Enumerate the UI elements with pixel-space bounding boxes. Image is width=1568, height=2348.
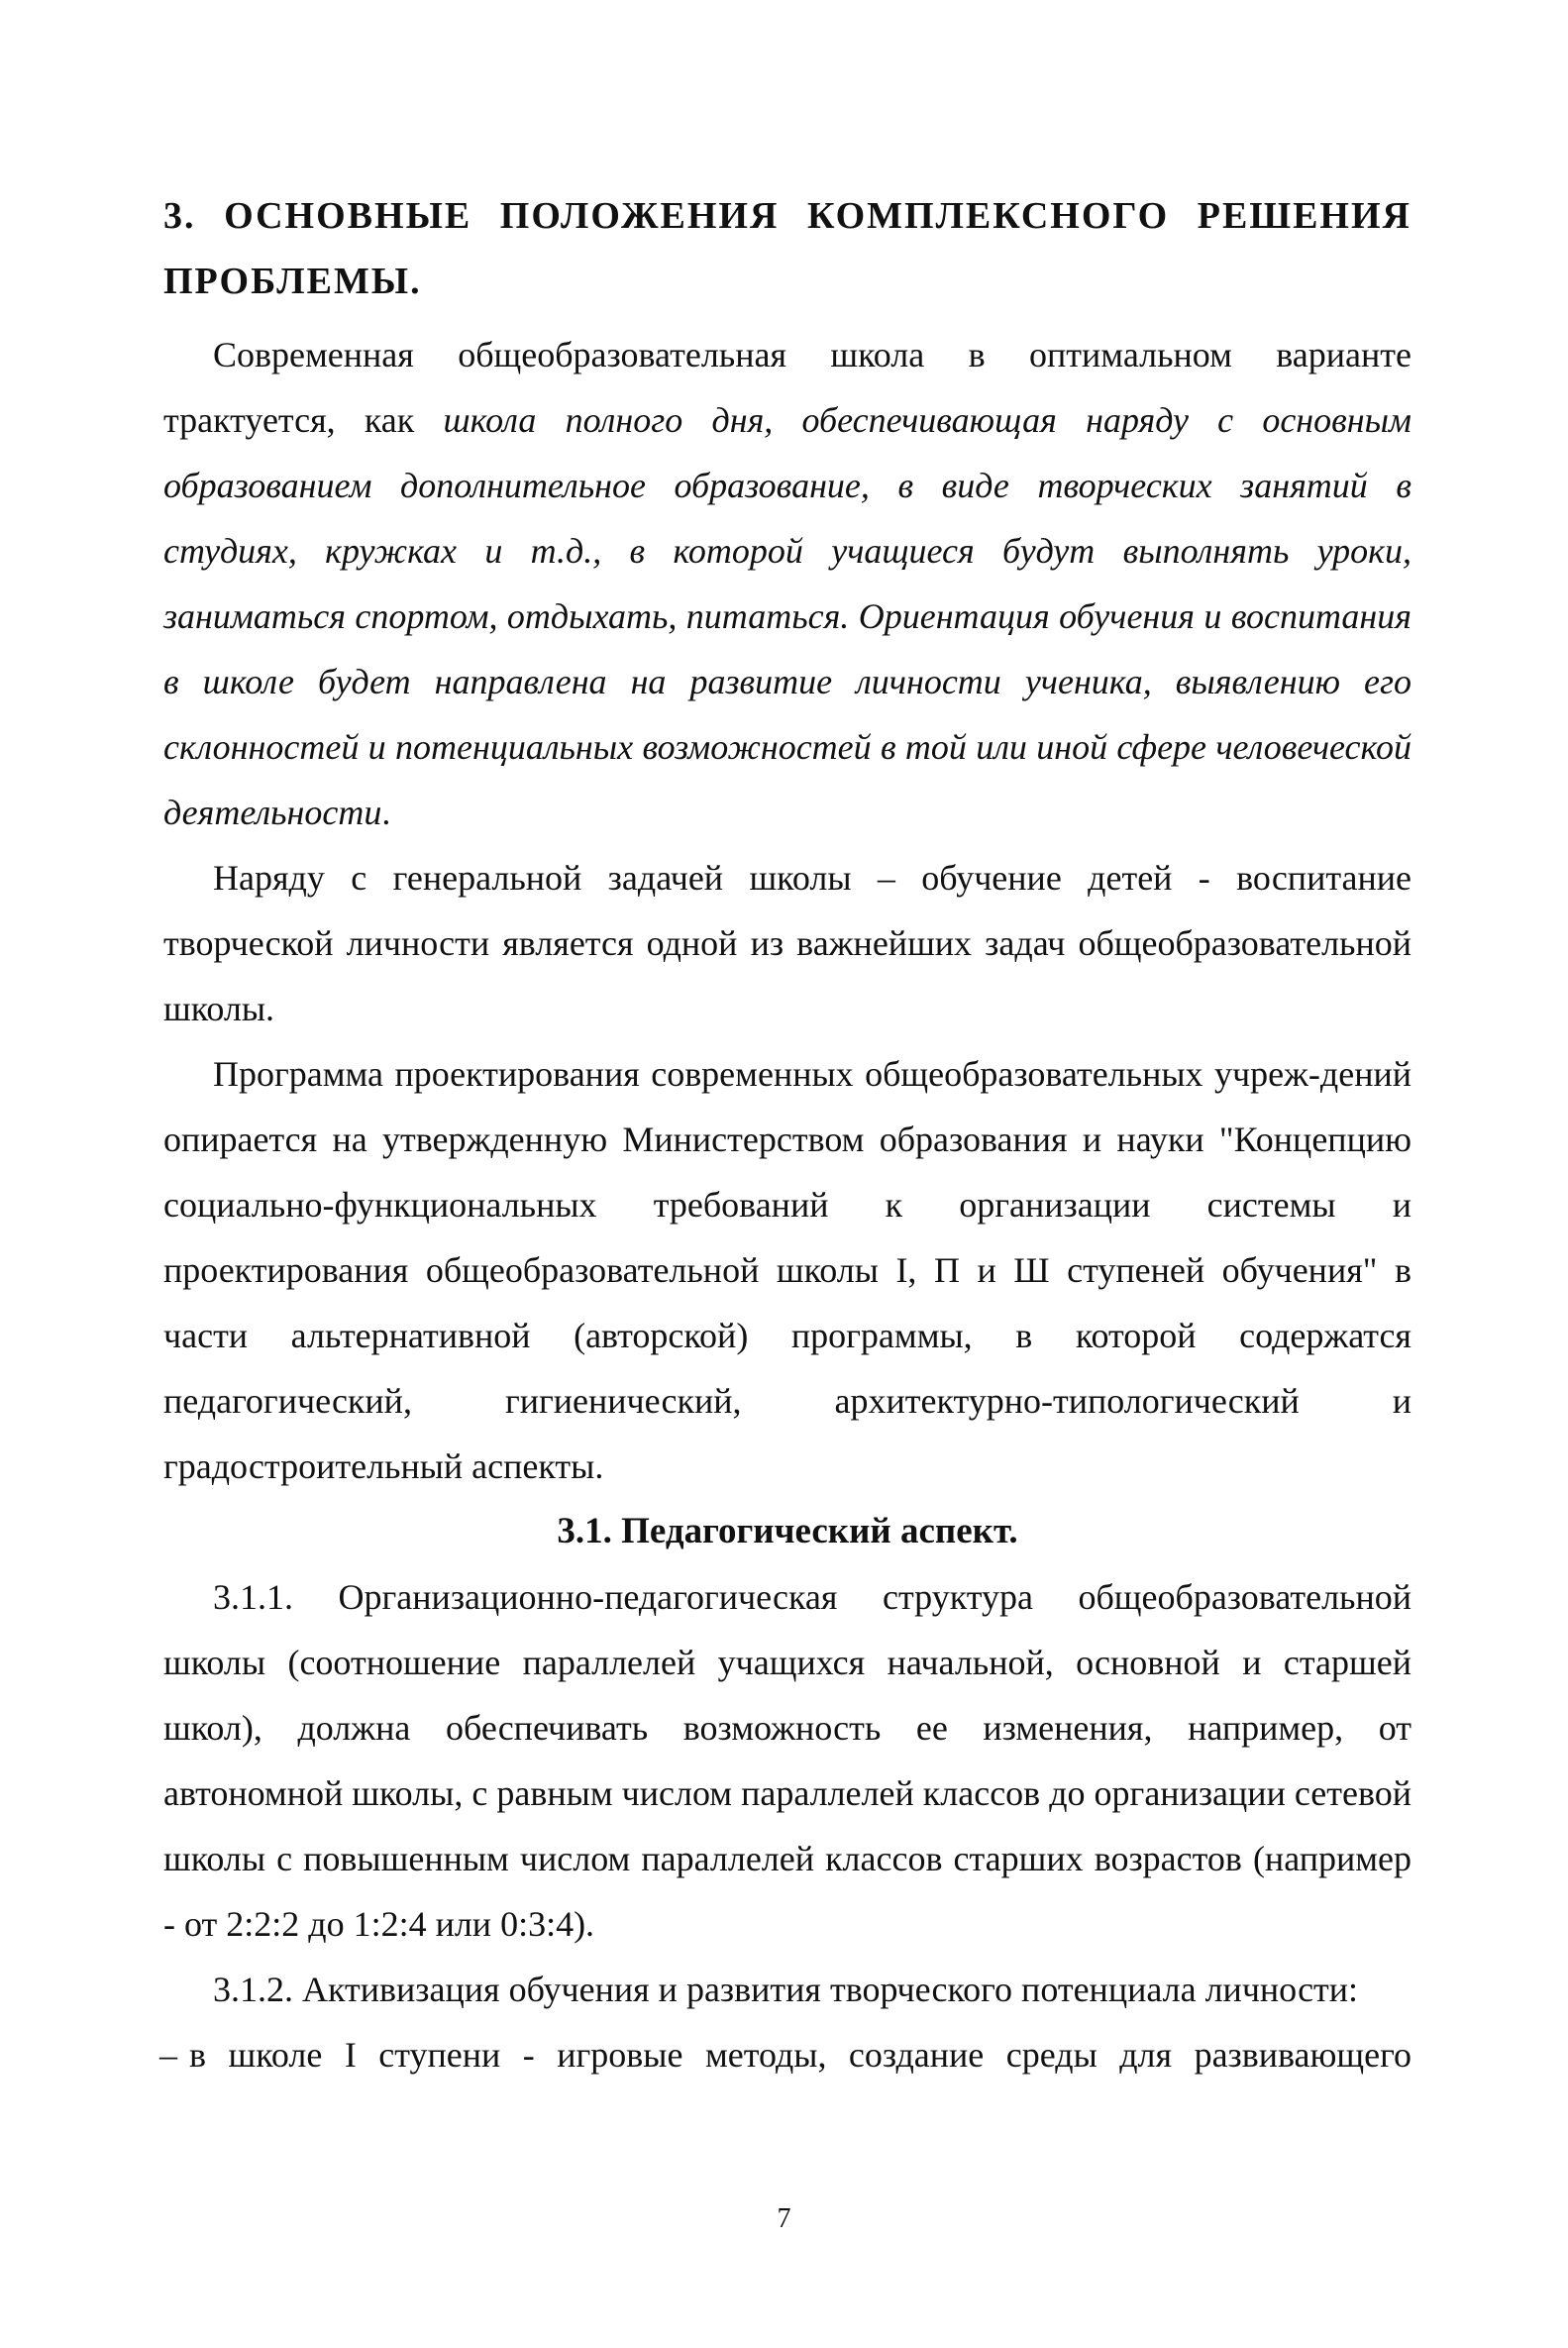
bullet-item [159, 2022, 1411, 2087]
page-content [159, 183, 1411, 2087]
paragraph-3-1-2: 3.1.2. Активизация обучения и развития творческого потенциала личности: [213, 1970, 1359, 2009]
section-heading: 3. ОСНОВНЫЕ ПОЛОЖЕНИЯ КОМПЛЕКСНОГО РЕШЕНИЯ ПРОБЛЕМЫ. [163, 195, 1411, 302]
bullet-item-text: в школе I ступени - игровые методы, создание среды для развивающего [189, 2035, 1411, 2075]
paragraph-intro-start: Современная общеобразовательная школа в оптимальном варианте трактуется, как [163, 335, 1411, 440]
paragraph-intro [163, 322, 1411, 845]
subsection-heading: 3.1. Педагогический аспект. [557, 1511, 1018, 1551]
paragraph-intro-end: . [381, 793, 391, 832]
page-number: 7 [777, 2203, 791, 2234]
paragraph-main-task: Наряду с генеральной задачей школы – обучение детей - воспитание творческой личности является одной из важнейших задач общеобразовательной школы. [163, 858, 1411, 1028]
paragraph-design-program: Программа проектирования современных общеобразовательных учреж-дений опирается на утвержденную Министерством образования и науки "Концепцию социально-функциональных требований к организации системы и проектирования общеобразовательной школы I, П и Ш ступеней обучения" в части альтернативной (авторской) программы, в которой содержатся педагогический, гигиенический, архитектурно-типологический и градостроительный аспекты. [163, 1054, 1411, 1486]
bullet-dash-icon: – [159, 2035, 177, 2075]
paragraph-3-1-1: 3.1.1. Организационно-педагогическая структура общеобразовательной школы (соотношение параллелей учащихся начальной, основной и старшей школ), должна обеспечивать возможность ее изменения, например, от автономной школы, с равным числом параллелей классов до организации сетевой школы с повышенным числом параллелей классов старших возрастов (например - от 2:2:2 до 1:2:4 или 0:3:4). [163, 1577, 1411, 1944]
paragraph-intro-italic: школа полного дня, обеспечивающая наряду с основным образованием дополнительное образование, в виде творческих занятий в студиях, кружках и т.д., в которой учащиеся будут выполнять уроки, заниматься спортом, отдыхать, питаться. Ориентация обучения и воспитания в школе будет направлена на развитие личности ученика, выявлению его склонностей и потенциальных возможностей в той или иной сфере человеческой деятельности [163, 400, 1411, 832]
